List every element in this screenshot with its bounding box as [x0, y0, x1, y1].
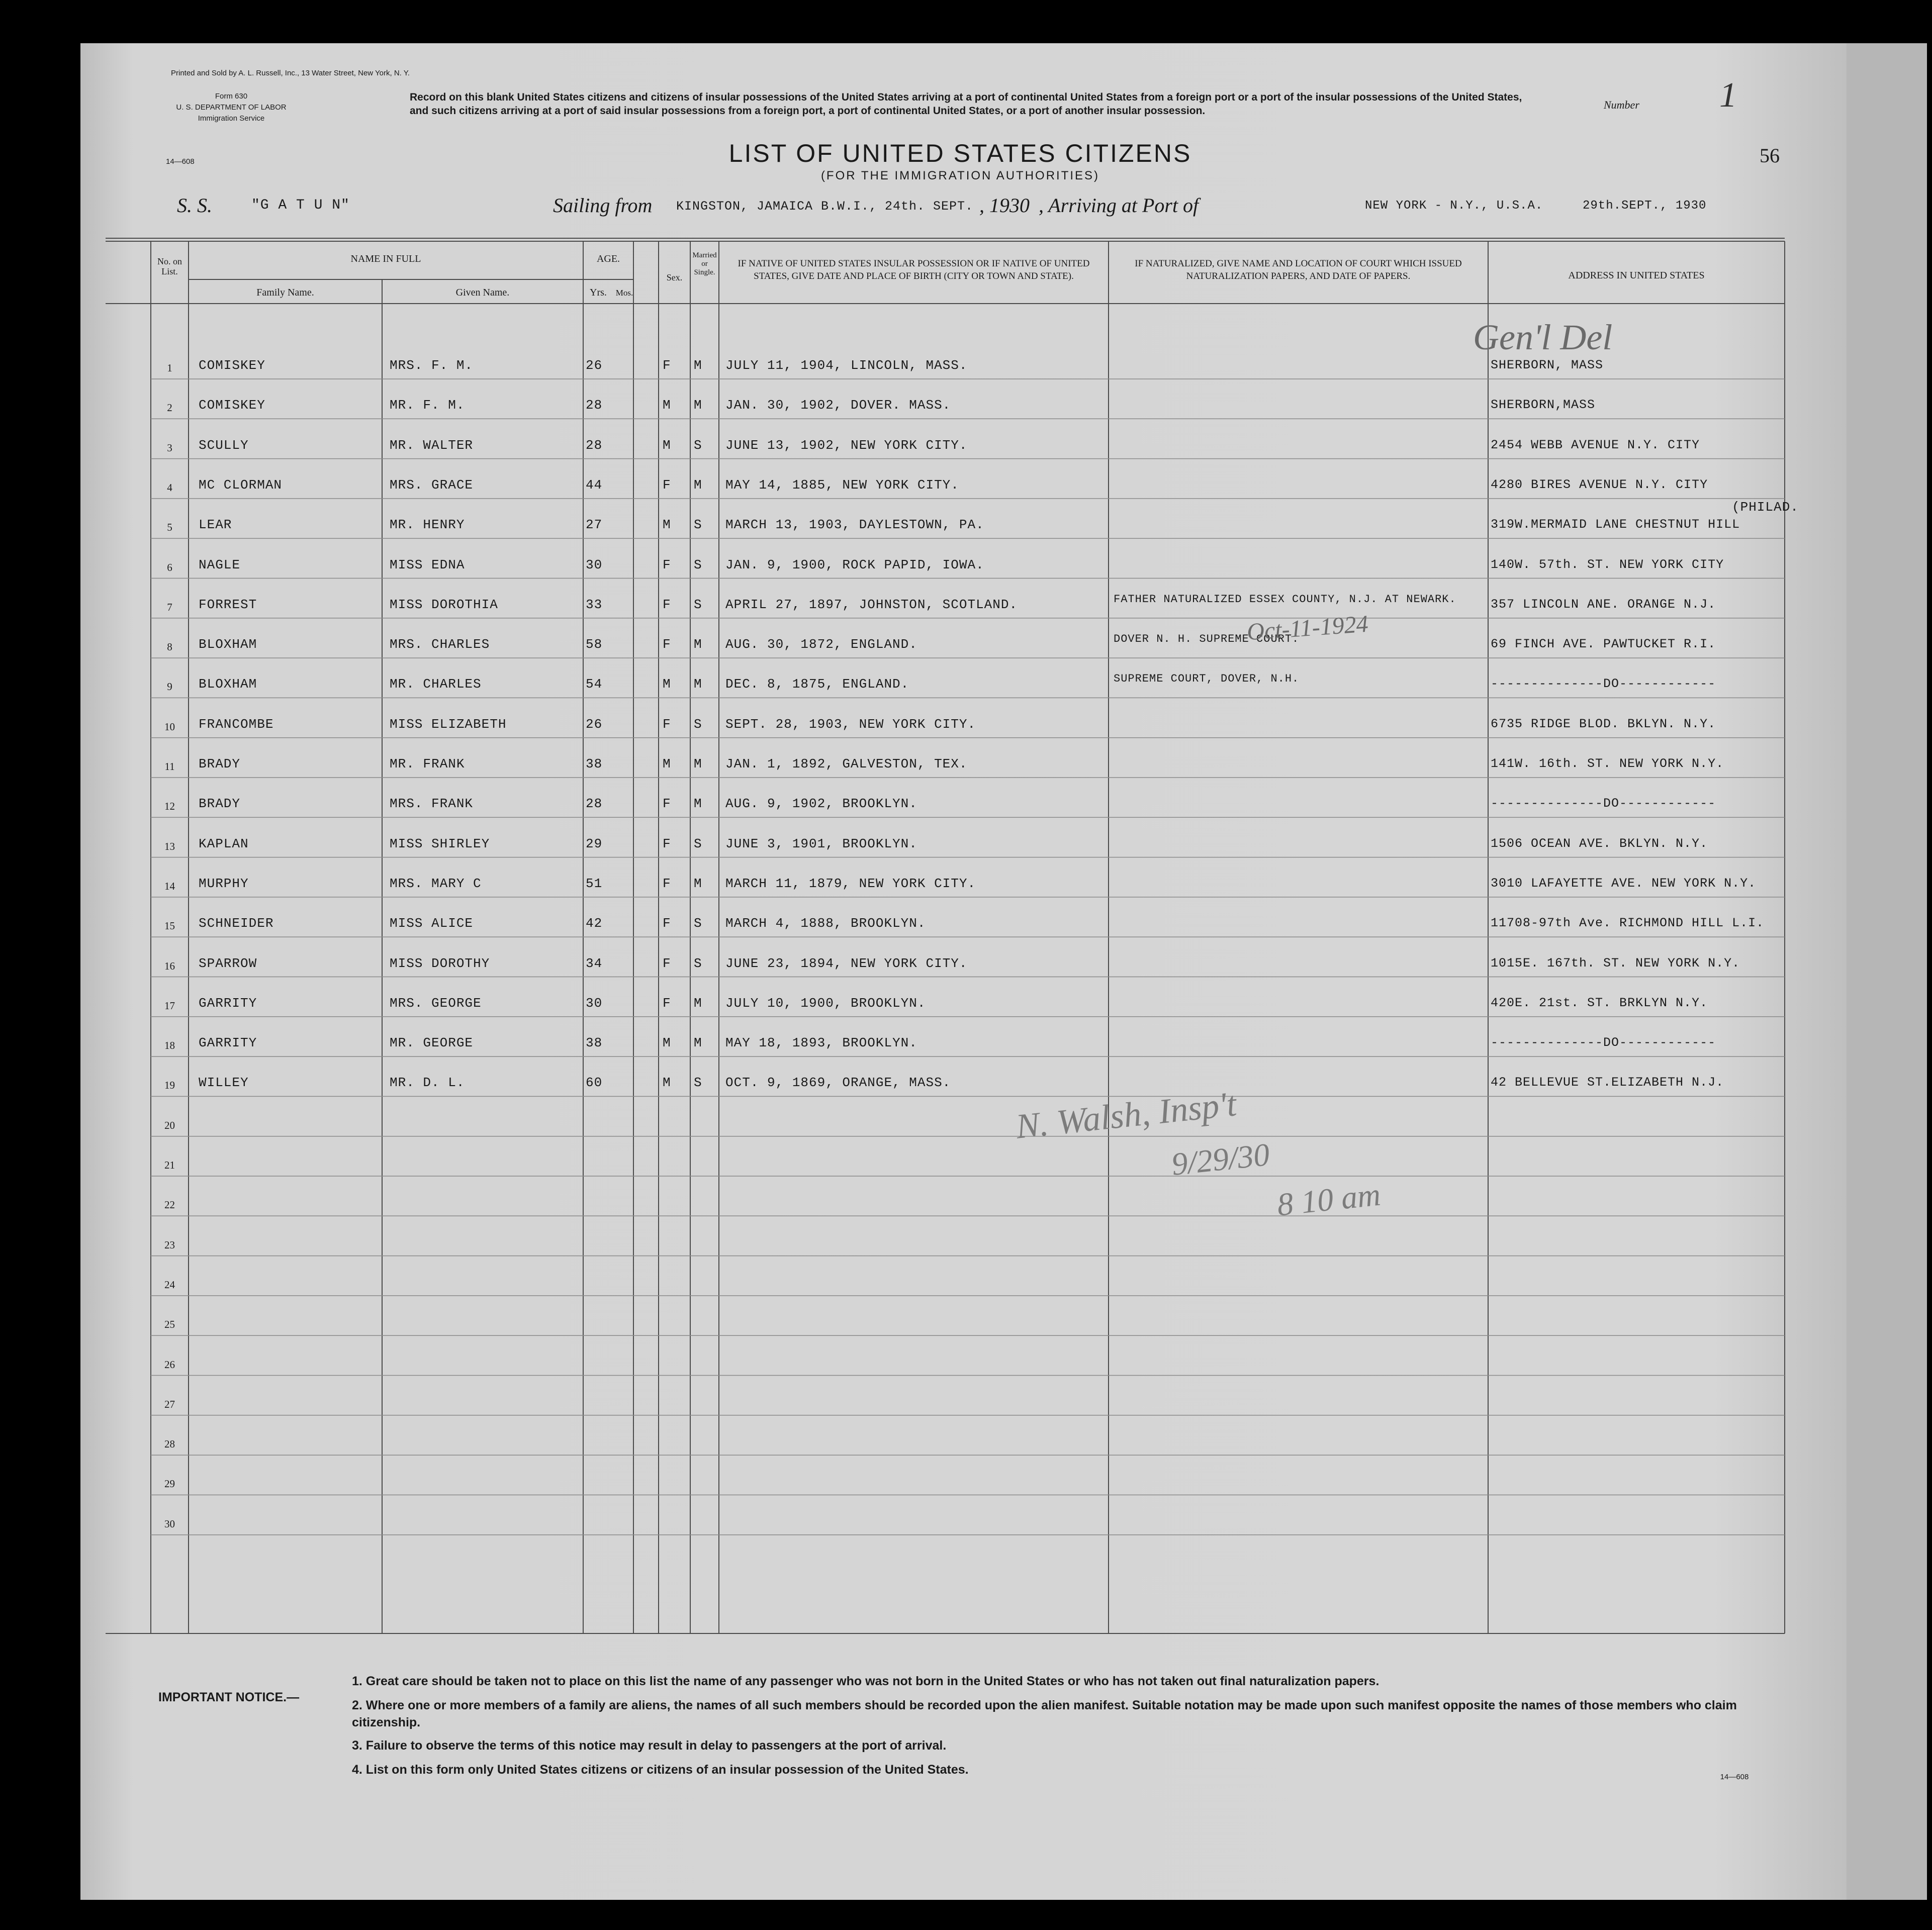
address: 42 BELLEVUE ST.ELIZABETH N.J.	[1491, 1075, 1724, 1090]
row-number: 15	[164, 920, 175, 932]
col-age: AGE.	[596, 253, 620, 264]
handwritten-gen-del: Gen'l Del	[1473, 317, 1613, 357]
age-years: 44	[586, 477, 603, 493]
row-number: 18	[164, 1039, 175, 1052]
marital-status: M	[694, 796, 702, 812]
family-name: WILLEY	[199, 1075, 249, 1091]
col-family: Family Name.	[256, 287, 314, 298]
given-name: MISS ALICE	[390, 916, 474, 931]
age-years: 30	[586, 995, 603, 1011]
marital-status: M	[694, 1035, 702, 1051]
sailing-date: 24th. SEPT.	[885, 199, 974, 214]
row-number: 9	[167, 681, 172, 693]
address: 69 FINCH AVE. PAWTUCKET R.I.	[1491, 637, 1716, 652]
row-number: 11	[164, 760, 175, 773]
given-name: MR. F. M.	[390, 398, 465, 413]
age-years: 51	[586, 876, 603, 891]
sex: F	[663, 836, 671, 851]
page-subtitle: (FOR THE IMMIGRATION AUTHORITIES)	[820, 169, 1100, 182]
given-name: MR. WALTER	[390, 437, 474, 453]
col-name-in-full: NAME IN FULL	[350, 253, 421, 264]
given-name: MISS DOROTHIA	[390, 597, 498, 612]
marital-status: M	[694, 756, 702, 771]
age-years: 54	[586, 677, 603, 692]
marital-status: M	[694, 876, 702, 891]
given-name: MRS. GRACE	[390, 477, 474, 493]
arriving-date: 29th.SEPT., 1930	[1583, 199, 1707, 213]
age-years: 26	[586, 716, 603, 732]
printer-line: Printed and Sold by A. L. Russell, Inc., 13 Water Street, New York, N. Y.	[171, 69, 410, 77]
row-number: 12	[164, 800, 175, 813]
row-number: 30	[164, 1517, 175, 1530]
row-number: 22	[164, 1199, 175, 1211]
given-name: MR. GEORGE	[390, 1035, 474, 1051]
family-name: BLOXHAM	[199, 637, 257, 652]
address: 2454 WEBB AVENUE N.Y. CITY	[1491, 437, 1700, 452]
signature-time: 8 10 am	[1275, 1176, 1383, 1223]
sex: F	[663, 995, 671, 1011]
row-number: 14	[164, 880, 175, 892]
given-name: MRS. F. M.	[390, 358, 474, 373]
birth-info: MARCH 11, 1879, NEW YORK CITY.	[725, 876, 976, 891]
address: 1506 OCEAN AVE. BKLYN. N.Y.	[1491, 836, 1708, 851]
form-number: Form 630	[215, 92, 248, 101]
address: 6735 RIDGE BLOD. BKLYN. N.Y.	[1491, 716, 1716, 731]
row-number: 4	[167, 481, 172, 494]
family-name: FRANCOMBE	[199, 716, 274, 732]
marital-status: M	[694, 398, 702, 413]
given-name: MISS ELIZABETH	[390, 716, 507, 732]
sex: F	[663, 876, 671, 891]
sex: M	[663, 437, 671, 453]
col-sex: Sex.	[666, 272, 683, 282]
age-years: 26	[586, 358, 603, 373]
family-name: MURPHY	[199, 876, 249, 891]
birth-info: SEPT. 28, 1903, NEW YORK CITY.	[725, 716, 976, 732]
row-number: 21	[164, 1159, 175, 1171]
age-years: 38	[586, 756, 603, 771]
birth-info: AUG. 9, 1902, BROOKLYN.	[725, 796, 917, 812]
family-name: BRADY	[199, 796, 241, 812]
page-number: 56	[1760, 144, 1780, 167]
birth-info: JULY 11, 1904, LINCOLN, MASS.	[725, 358, 968, 373]
marital-status: S	[694, 716, 702, 732]
marital-status: S	[694, 597, 702, 612]
given-name: MISS EDNA	[390, 557, 465, 572]
sex: M	[663, 1035, 671, 1051]
sailing-label: Sailing from	[553, 194, 653, 217]
marital-status: S	[694, 1075, 702, 1091]
marital-status: M	[694, 637, 702, 652]
birth-info: MAY 14, 1885, NEW YORK CITY.	[725, 477, 959, 493]
birth-info: JUNE 3, 1901, BROOKLYN.	[725, 836, 917, 851]
row-number: 13	[164, 840, 175, 852]
footer-form-code: 14—608	[1720, 1773, 1749, 1781]
marital-status: M	[694, 995, 702, 1011]
notice-item-4: 4. List on this form only United States citizens or citizens of an insular possession of the United States.	[352, 1763, 969, 1777]
family-name: COMISKEY	[199, 398, 265, 413]
sailing-from: KINGSTON, JAMAICA B.W.I.,	[676, 199, 878, 214]
sex: M	[663, 756, 671, 771]
birth-info: JAN. 30, 1902, DOVER. MASS.	[725, 398, 951, 413]
birth-info: APRIL 27, 1897, JOHNSTON, SCOTLAND.	[725, 597, 1018, 612]
col-married: Married or Single.	[692, 251, 717, 276]
marital-status: M	[694, 358, 702, 373]
sex: M	[663, 1075, 671, 1091]
address: 4280 BIRES AVENUE N.Y. CITY	[1491, 477, 1708, 492]
family-name: BLOXHAM	[199, 677, 257, 692]
address: 140W. 57th. ST. NEW YORK CITY	[1491, 557, 1724, 572]
instructions: Record on this blank United States citizens and citizens of insular possessions of the United States arriving at a port of continental United States from a foreign port or a port of the insular possessions of the United States, and such citizens arriving at a port of said insular possessions from a foreign port, a port of continental United States, or a port of another insular possession.	[410, 91, 1522, 117]
family-name: NAGLE	[199, 557, 241, 572]
row-number: 7	[167, 601, 172, 613]
handwritten-date-note: Oct-11-1924	[1246, 610, 1369, 646]
col-given: Given Name.	[455, 287, 510, 298]
given-name: MISS DOROTHY	[390, 955, 490, 971]
row-number: 17	[164, 999, 175, 1012]
marital-status: M	[694, 477, 702, 493]
family-name: MC CLORMAN	[199, 477, 283, 493]
birth-info: JUNE 13, 1902, NEW YORK CITY.	[725, 437, 968, 453]
naturalization-info: DOVER N. H. SUPREME COURT.	[1114, 633, 1300, 646]
given-name: MRS. FRANK	[390, 796, 474, 812]
number-label: Number	[1604, 99, 1639, 111]
age-years: 28	[586, 437, 603, 453]
birth-info: JAN. 9, 1900, ROCK PAPID, IOWA.	[725, 557, 984, 572]
row-number: 26	[164, 1358, 175, 1371]
marital-status: M	[694, 677, 702, 692]
sex: M	[663, 398, 671, 413]
notice-item-2: 2. Where one or more members of a family are aliens, the names of all such members should be recorded upon the alien manifest. Suitable notation may be made upon such manifest opposite the names of those members who claim citizenship.	[352, 1698, 1737, 1729]
given-name: MR. CHARLES	[390, 677, 482, 692]
signature-date: 9/29/30	[1169, 1136, 1271, 1183]
marital-status: S	[694, 955, 702, 971]
sex: F	[663, 716, 671, 732]
row-number: 2	[167, 402, 172, 414]
sex: F	[663, 597, 671, 612]
age-years: 42	[586, 916, 603, 931]
ship-label: S. S.	[177, 194, 212, 217]
address: --------------DO------------	[1491, 796, 1716, 811]
row-number: 16	[164, 959, 175, 972]
marital-status: S	[694, 517, 702, 533]
sex: F	[663, 916, 671, 931]
given-name: MRS. CHARLES	[390, 637, 490, 652]
row-number: 19	[164, 1079, 175, 1092]
col-no: No. on List.	[157, 256, 182, 276]
row-number: 20	[164, 1119, 175, 1131]
row-number: 3	[167, 441, 172, 454]
age-years: 58	[586, 637, 603, 652]
address: 11708-97th Ave. RICHMOND HILL L.I.	[1491, 916, 1765, 931]
marital-status: S	[694, 557, 702, 572]
inspector-signature: N. Walsh, Insp't	[1014, 1085, 1239, 1146]
given-name: MISS SHIRLEY	[390, 836, 490, 851]
row-number: 1	[167, 362, 172, 374]
row-number: 23	[164, 1238, 175, 1251]
department: U. S. DEPARTMENT OF LABOR	[176, 103, 287, 112]
given-name: MR. HENRY	[390, 517, 465, 533]
age-years: 28	[586, 398, 603, 413]
birth-info: JULY 10, 1900, BROOKLYN.	[725, 995, 926, 1011]
naturalization-info: FATHER NATURALIZED ESSEX COUNTY, N.J. AT NEWARK.	[1114, 593, 1456, 606]
sex: F	[663, 637, 671, 652]
sex: F	[663, 796, 671, 812]
family-name: SPARROW	[199, 955, 257, 971]
row-number: 10	[164, 720, 175, 733]
row-number: 29	[164, 1478, 175, 1490]
sex: F	[663, 358, 671, 373]
address: 3010 LAFAYETTE AVE. NEW YORK N.Y.	[1491, 876, 1757, 891]
family-name: COMISKEY	[199, 358, 265, 373]
age-years: 27	[586, 517, 603, 533]
sailing-year: , 1930	[979, 194, 1030, 217]
naturalization-info: SUPREME COURT, DOVER, N.H.	[1114, 672, 1300, 686]
birth-info: MARCH 13, 1903, DAYLESTOWN, PA.	[725, 517, 984, 533]
row-number: 27	[164, 1398, 175, 1410]
address: 357 LINCOLN ANE. ORANGE N.J.	[1491, 597, 1716, 612]
family-name: LEAR	[199, 517, 232, 533]
birth-info: OCT. 9, 1869, ORANGE, MASS.	[725, 1075, 951, 1091]
age-years: 28	[586, 796, 603, 812]
sex: F	[663, 955, 671, 971]
sex: M	[663, 517, 671, 533]
page-title: LIST OF UNITED STATES CITIZENS	[728, 139, 1192, 167]
given-name: MRS. MARY C	[390, 876, 482, 891]
address: SHERBORN,MASS	[1491, 398, 1596, 413]
row-number: 5	[167, 521, 172, 534]
birth-info: JAN. 1, 1892, GALVESTON, TEX.	[725, 756, 968, 771]
col-birth: IF NATIVE OF UNITED STATES INSULAR POSSESSION OR IF NATIVE OF UNITED STATES, GIVE DATE AND PLACE OF BIRTH (CITY OR TOWN AND STATE).	[738, 258, 1090, 281]
notice-item-1: 1. Great care should be taken not to place on this list the name of any passenger who was not born in the United States or who has not taken out final naturalization papers.	[352, 1674, 1379, 1688]
address-note-philad: (PHILAD.	[1732, 500, 1799, 515]
given-name: MR. D. L.	[390, 1075, 465, 1091]
age-years: 29	[586, 836, 603, 851]
row-number: 28	[164, 1438, 175, 1451]
birth-info: MARCH 4, 1888, BROOKLYN.	[725, 916, 926, 931]
address: --------------DO------------	[1491, 1035, 1716, 1050]
family-name: KAPLAN	[199, 836, 249, 851]
family-name: SCULLY	[199, 437, 249, 453]
birth-info: MAY 18, 1893, BROOKLYN.	[725, 1035, 917, 1051]
col-naturalized: IF NATURALIZED, GIVE NAME AND LOCATION OF COURT WHICH ISSUED NATURALIZATION PAPERS, AND DATE OF PAPERS.	[1135, 258, 1462, 281]
marital-status: S	[694, 836, 702, 851]
age-years: 38	[586, 1035, 603, 1051]
address: 319W.MERMAID LANE CHESTNUT HILL	[1491, 517, 1740, 532]
marital-status: S	[694, 916, 702, 931]
family-name: GARRITY	[199, 1035, 257, 1051]
row-number: 6	[167, 561, 172, 573]
address: 1015E. 167th. ST. NEW YORK N.Y.	[1491, 955, 1740, 971]
ship-name: "G A T U N"	[251, 198, 350, 213]
row-number: 25	[164, 1318, 175, 1331]
arriving-port: NEW YORK - N.Y., U.S.A.	[1365, 199, 1543, 213]
family-name: BRADY	[199, 756, 241, 771]
col-mos: Mos.	[615, 288, 633, 298]
address: 141W. 16th. ST. NEW YORK N.Y.	[1491, 756, 1724, 771]
col-yrs: Yrs.	[590, 287, 607, 298]
age-years: 33	[586, 597, 603, 612]
given-name: MRS. GEORGE	[390, 995, 482, 1011]
family-name: FORREST	[199, 597, 257, 612]
birth-info: AUG. 30, 1872, ENGLAND.	[725, 637, 917, 652]
row-number: 24	[164, 1278, 175, 1291]
number-value: 1	[1719, 76, 1737, 115]
arriving-label: , Arriving at Port of	[1039, 194, 1199, 217]
sex: F	[663, 557, 671, 572]
form-code: 14—608	[166, 157, 195, 166]
age-years: 30	[586, 557, 603, 572]
notice-item-3: 3. Failure to observe the terms of this notice may result in delay to passengers at the port of arrival.	[352, 1739, 947, 1753]
family-name: SCHNEIDER	[199, 916, 274, 931]
birth-info: DEC. 8, 1875, ENGLAND.	[725, 677, 909, 692]
address: 420E. 21st. ST. BRKLYN N.Y.	[1491, 995, 1708, 1010]
address: SHERBORN, MASS	[1491, 358, 1604, 372]
address: --------------DO------------	[1491, 677, 1716, 692]
sex: F	[663, 477, 671, 493]
given-name: MR. FRANK	[390, 756, 465, 771]
notice-label: IMPORTANT NOTICE.—	[158, 1690, 300, 1704]
family-name: GARRITY	[199, 995, 257, 1011]
birth-info: JUNE 23, 1894, NEW YORK CITY.	[725, 955, 968, 971]
sex: M	[663, 677, 671, 692]
age-years: 60	[586, 1075, 603, 1091]
row-number: 8	[167, 641, 172, 653]
marital-status: S	[694, 437, 702, 453]
service: Immigration Service	[198, 114, 265, 123]
col-address: ADDRESS IN UNITED STATES	[1568, 270, 1705, 281]
age-years: 34	[586, 955, 603, 971]
